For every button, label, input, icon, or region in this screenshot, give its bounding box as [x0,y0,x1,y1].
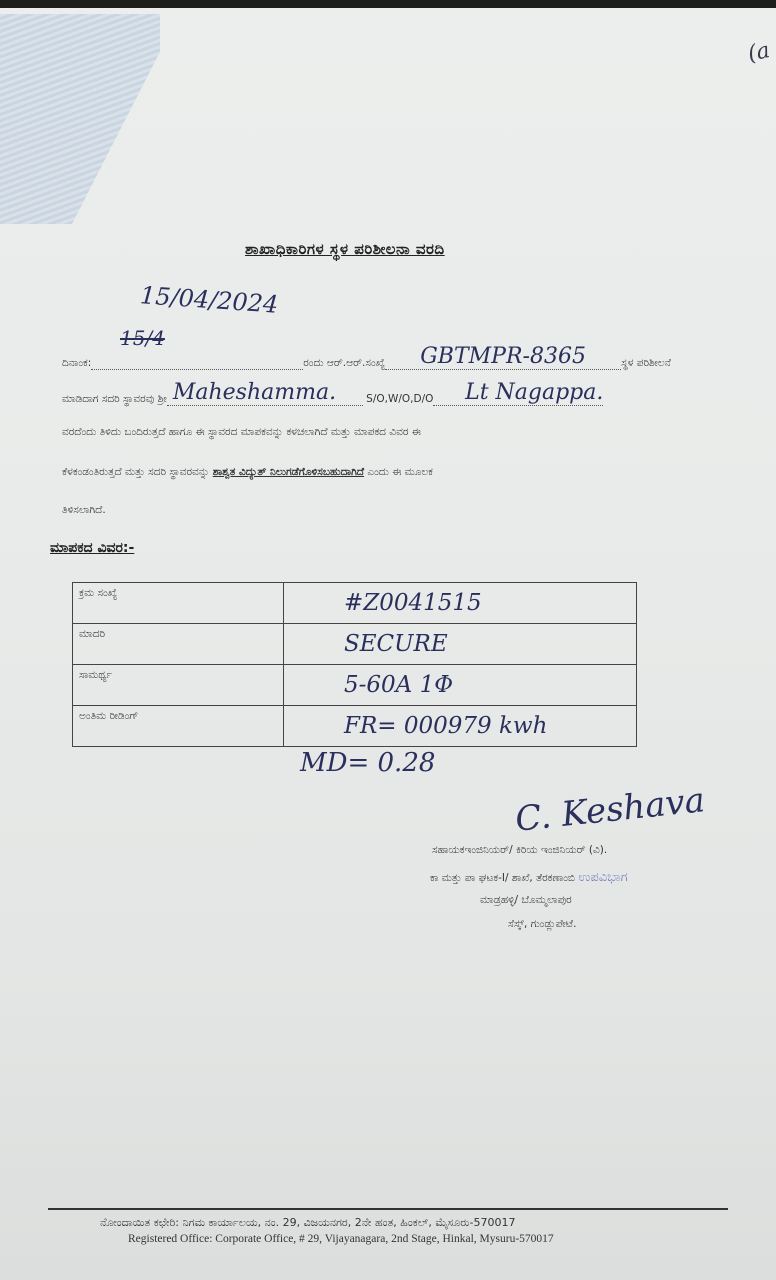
handwritten-date: 15/04/2024 [139,281,280,319]
row-label: ಅಂತಿಮ ರೀಡಿಂಗ್ [73,706,284,747]
line4-prefix: ಕೆಳಕಂಡಂತಿರುತ್ತದೆ ಮತ್ತು ಸದರಿ ಸ್ಥಾವರವನ್ನು [62,466,210,478]
footer-address-english: Registered Office: Corporate Office, # 29, Vijayanagara, 2nd Stage, Hinkal, Mysuru-570017 [128,1233,554,1245]
table-row [73,706,637,747]
md-note: MD= 0.28 [300,748,436,778]
document-title: ಶಾಖಾಧಿಕಾರಿಗಳ ಸ್ಥಳ ಪರಿಶೀಲನಾ ವರದಿ [245,240,445,258]
table-row [73,624,637,665]
rr-label: ರಂದು ಆರ್.ಆರ್.ಸಂಖ್ಯೆ [303,357,386,369]
paragraph-line-2 [62,380,603,406]
relation-name: Lt Nagappa. [465,380,604,405]
row-label: ಮಾದರಿ [73,624,284,665]
paragraph-line-3: ವರದೆಂದು ತಿಳಿದು ಬಂದಿರುತ್ತದೆ ಹಾಗೂ ಈ ಸ್ಥಾವರದ ಮಾಪಕವನ್ನು ಕಳಚಲಾಗಿದೆ ಮತ್ತು ಮಾಪಕದ ವಿವರ ಈ [62,426,421,438]
rr-fill-line [385,344,621,370]
owner-name: Maheshamma. [172,380,337,405]
relation-fill-line [433,380,603,406]
meter-details-table [72,582,637,747]
footer-divider [48,1208,728,1210]
row-label: ಕ್ರಮ ಸಂಖ್ಯೆ [73,583,284,624]
paragraph-line-4 [62,466,433,479]
row-value: 5-60A 1Φ [284,665,637,706]
rr-number: GBTMPR-8365 [420,344,586,369]
owner-fill-line [167,380,363,406]
date-label: ದಿನಾಂಕ: [62,357,92,369]
unit-line [430,870,628,885]
meter-section-heading: ಮಾಪಕದ ವಿವರ:- [50,540,135,556]
table-row [73,583,637,624]
stamp-subdivision: ಉಪವಿಭಾಗ [578,870,628,885]
designation-line: ಸಹಾಯಕಇಂಜಿನಿಯರ್/ ಕಿರಿಯ ಇಂಜಿನಿಯರ್ (ವಿ). [432,844,608,856]
row-value: SECURE [284,624,637,665]
paragraph-line-5: ತಿಳಿಸಲಾಗಿದೆ. [62,504,106,516]
row-label: ಸಾಮರ್ಥ್ಯ [73,665,284,706]
disconnection-phrase: ಶಾಶ್ವತ ವಿದ್ಯುತ್ ನಿಲುಗಡೆಗೊಳಿಸಬಹುದಾಗಿದೆ [212,466,365,478]
date-fill-line [91,369,303,370]
row-value: #Z0041515 [284,583,637,624]
inspect-label: ಸ್ಥಳ ಪರಿಶೀಲನೆ [621,357,671,369]
paragraph-line-1 [62,344,671,370]
line2-prefix: ಮಾಡಿದಾಗ ಸದರಿ ಸ್ಥಾವರವು ಶ್ರೀ [62,393,167,405]
unit-text: ಕಾ ಮತ್ತು ಪಾ ಘಟಕ-I/ ಶಾಖೆ, ತೆರಕಣಾಂಬಿ [430,872,575,884]
section-line: ಮಾಡ್ರಹಳ್ಳಿ/ ಬೊಮ್ಮಲಾಪುರ [480,894,572,906]
table-row [73,665,637,706]
struck-date: 15/4 [120,326,165,350]
row-value: FR= 000979 kwh [284,706,637,747]
line4-suffix: ಎಂದು ಈ ಮೂಲಕ [367,466,433,478]
corner-scribble: (a [745,38,773,67]
signature: C. Keshava [513,780,707,840]
footer-address-kannada: ನೋಂದಾಯಿತ ಕಛೇರಿ: ನಿಗಮ ಕಾರ್ಯಾಲಯ, ನಂ. 29, ವಿಜಯನಗರ, 2ನೇ ಹಂತ, ಹಿಂಕಲ್, ಮೈಸೂರು-570017 [100,1216,516,1229]
relation-label: S/O,W/O,D/O [366,393,434,405]
office-line: ಸೆಸ್ಕ್, ಗುಂಡ್ಲುಪೇಟೆ. [508,918,577,930]
